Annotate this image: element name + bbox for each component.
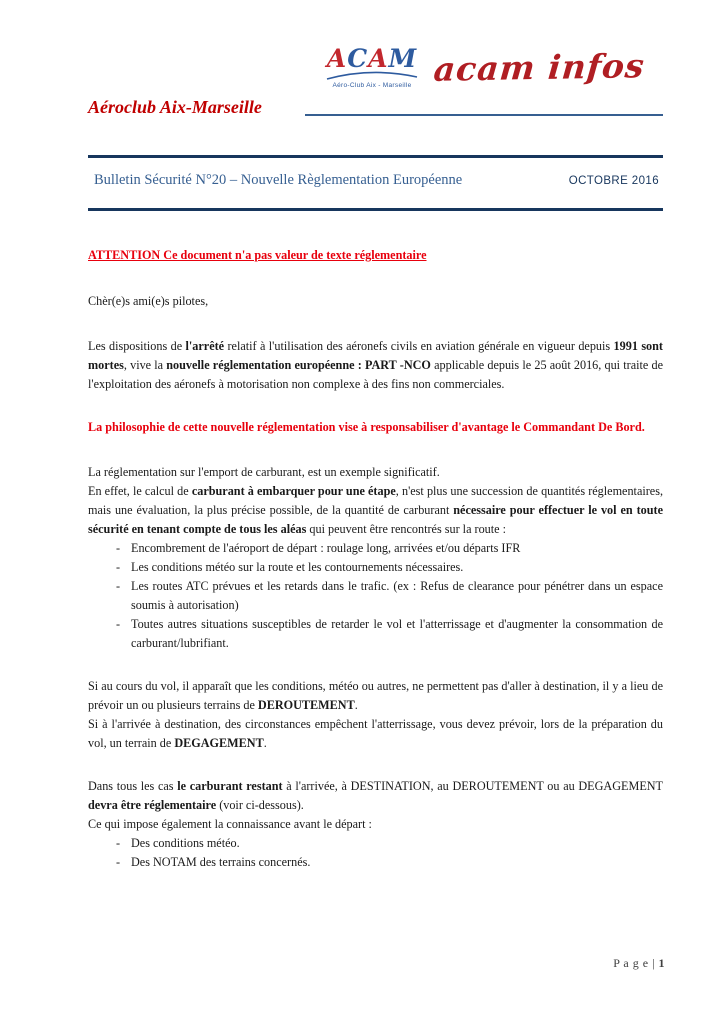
paragraph-degagement: Si à l'arrivée à destination, des circonstances empêchent l'atterrissage, vous devez prévoir, lors de la préparation du vol, un terrain de DEGAGEMENT.	[88, 717, 663, 750]
club-logo	[316, 46, 428, 90]
list-item-text: Des conditions météo.	[131, 836, 240, 850]
section-carburant-restant	[88, 777, 663, 872]
paragraph-carburant-restant: Dans tous les cas le carburant restant à l'arrivée, à DESTINATION, au DEROUTEMENT ou au DEGAGEMENT devra être réglementaire (voir ci-dessous).	[88, 779, 664, 812]
section-deroutement-degagement	[88, 677, 663, 753]
logo-caption: Aéro-Club Aix - Marseille	[332, 82, 412, 89]
list-item-text: Toutes autres situations susceptibles de retarder le vol et l'atterrissage et d'augmenter la consommation de carburant/lubrifiant.	[131, 617, 663, 650]
title-bar	[88, 166, 663, 195]
dash-marker: -	[116, 836, 121, 850]
list-item-text: Des NOTAM des terrains concernés.	[131, 855, 311, 869]
dash-marker: -	[116, 855, 121, 869]
list-item-text: Les routes ATC prévues et les retards dans le trafic. (ex : Refus de clearance pour pénétrer dans un espace soumis à autorisation)	[131, 579, 663, 612]
logo-acronym: ACAM	[326, 44, 418, 73]
paragraph-calcul: En effet, le calcul de carburant à embarquer pour une étape, n'est plus une succession de quantités réglementaires, mais une évaluation, la plus précise possible, de la quantité de carburant nécessaire pour effectuer le vol en toute sécurité en tenant compte de tous les aléas qui peuvent être rencontrés sur la route :	[88, 484, 663, 536]
paragraph-philosophie: La philosophie de cette nouvelle réglementation vise à responsabiliser d'avantage le Commandant De Bord.	[88, 420, 645, 434]
list-item-text: Encombrement de l'aéroport de départ : roulage long, arrivées et/ou départs IFR	[131, 541, 521, 555]
club-name: Aéroclub Aix-Marseille	[88, 97, 262, 117]
greeting: Chèr(e)s ami(e)s pilotes,	[88, 294, 209, 308]
list-item	[88, 577, 663, 615]
list-item	[88, 558, 663, 577]
warning-notice: ATTENTION Ce document n'a pas valeur de texte réglementaire	[88, 248, 427, 262]
paragraph-arrete: Les dispositions de l'arrêté relatif à l'utilisation des aéronefs civils en aviation générale en vigueur depuis 1991 sont mortes, vive la nouvelle réglementation européenne : PART -NCO applicable depuis le 25 août 2016, qui traite de l'exploitation des aéronefs à motorisation non complexe à des fins non commerciales.	[88, 339, 663, 391]
issue-date: OCTOBRE 2016	[568, 174, 659, 187]
paragraph-deroutement: Si au cours du vol, il apparaît que les conditions, météo ou autres, ne permettent pas d'aller à destination, il y a lieu de prévoir un ou plusieurs terrains de DEROUTEMENT.	[88, 679, 663, 712]
dash-marker: -	[116, 560, 121, 574]
bulletin-title: Bulletin Sécurité N°20 – Nouvelle Règlementation Européenne	[94, 172, 463, 188]
paragraph-connaissance: Ce qui impose également la connaissance avant le départ :	[88, 817, 372, 831]
list-item	[88, 615, 663, 653]
title-rule-top	[88, 155, 663, 158]
paragraph-exemple: La réglementation sur l'emport de carburant, est un exemple significatif.	[88, 465, 440, 479]
page-number: P a g e | 1	[613, 956, 665, 970]
dash-marker: -	[116, 541, 121, 555]
section-carburant-etape	[88, 463, 663, 653]
dash-list-route	[88, 539, 663, 653]
header-thin-rule	[305, 114, 663, 116]
list-item	[88, 834, 663, 853]
list-item	[88, 853, 663, 872]
dash-marker: -	[116, 579, 121, 593]
document-body	[88, 246, 663, 896]
acam-infos-script: acam infos	[432, 46, 647, 89]
dash-marker: -	[116, 617, 121, 631]
dash-list-prerequis	[88, 834, 663, 872]
list-item	[88, 539, 663, 558]
title-rule-bottom	[88, 208, 663, 211]
list-item-text: Les conditions météo sur la route et les contournements nécessaires.	[131, 560, 464, 574]
